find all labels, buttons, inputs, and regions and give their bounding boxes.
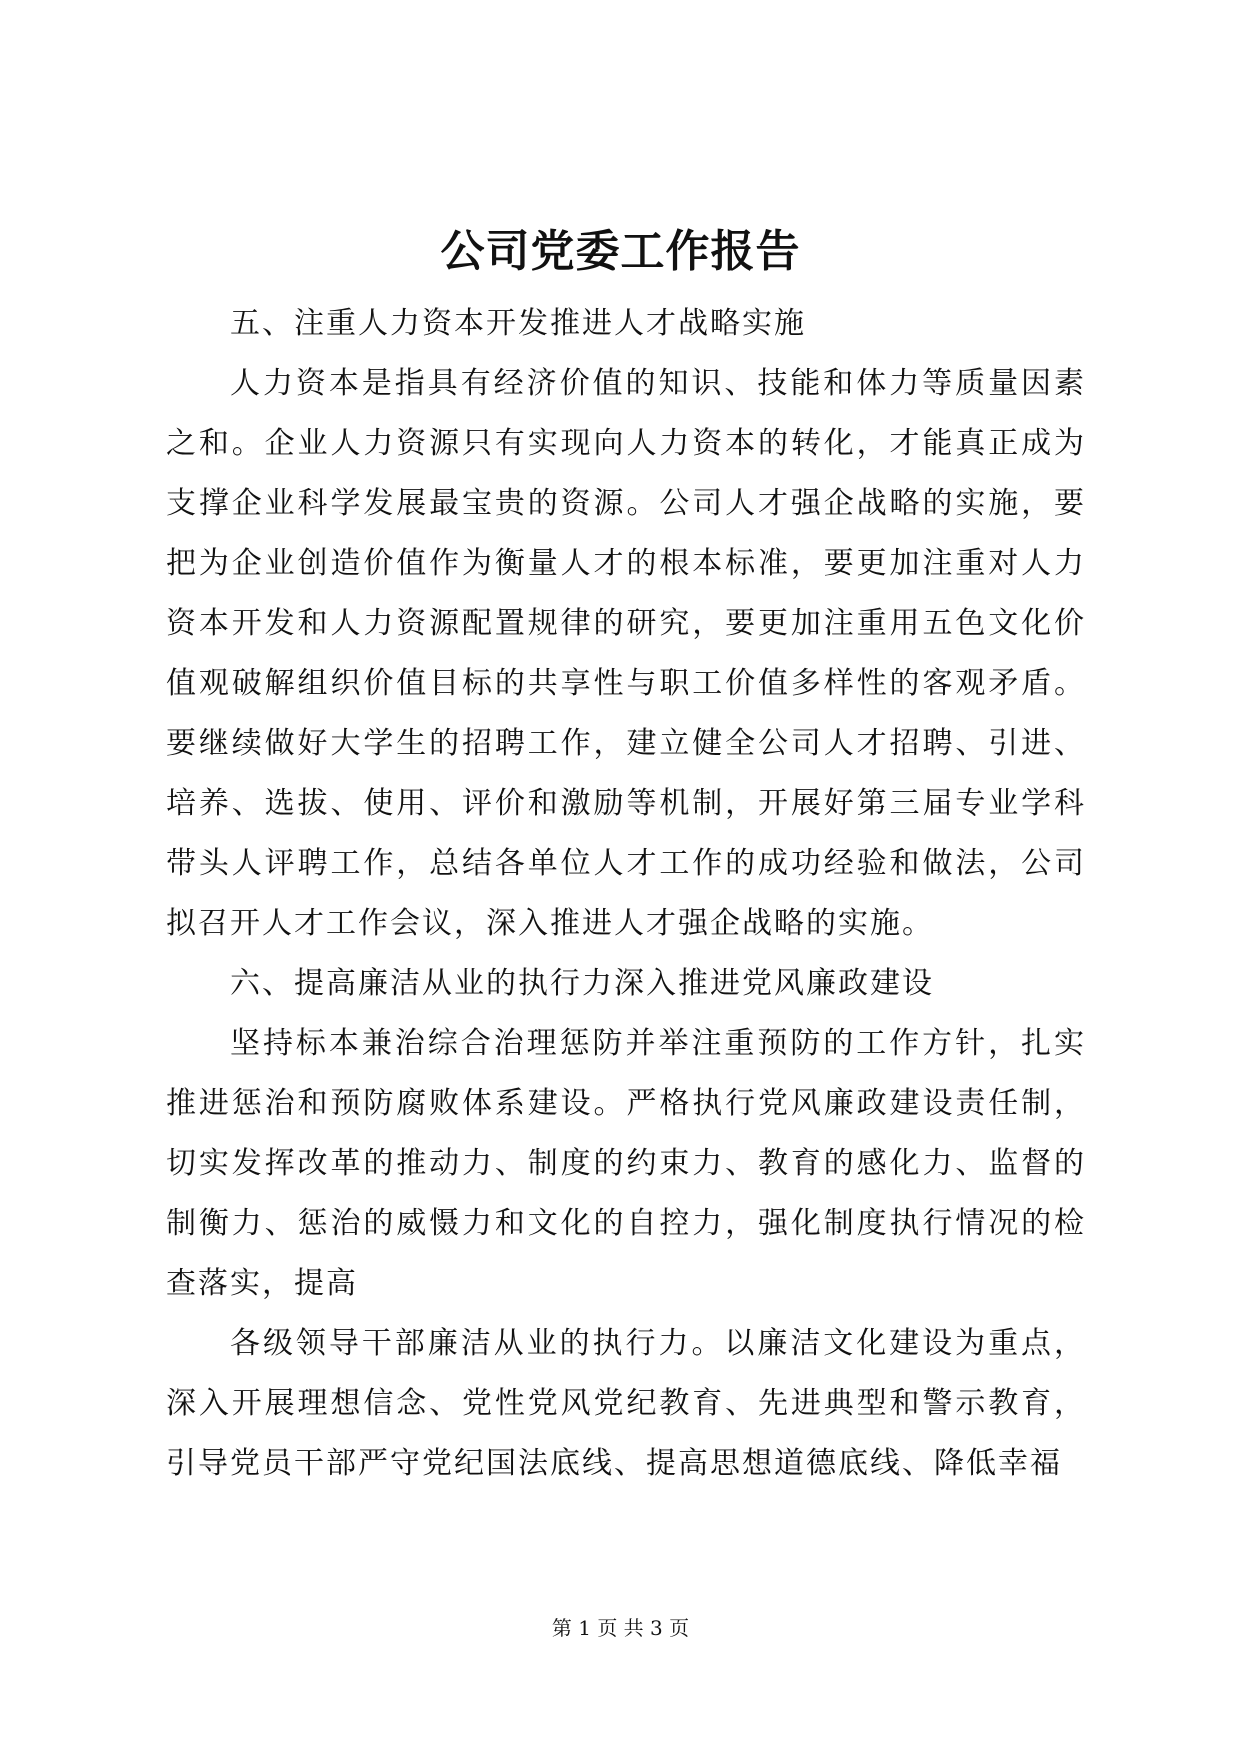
page-footer: 第 1 页 共 3 页 (551, 1616, 690, 1640)
document-title: 公司党委工作报告 (440, 226, 801, 277)
document-body (166, 294, 1086, 1494)
section-5-paragraph-1: 人力资本是指具有经济价值的知识、技能和体力等质量因素之和。企业人力资源只有实现向人力资本的转化，才能真正成为支撑企业科学发展最宝贵的资源。公司人才强企战略的实施，要把为企业创造价值作为衡量人才的根本标准，要更加注重对人力资本开发和人力资源配置规律的研究，要更加注重用五色文化价值观破解组织价值目标的共享性与职工价值多样性的客观矛盾。要继续做好大学生的招聘工作，建立健全公司人才招聘、引进、培养、选拔、使用、评价和激励等机制，开展好第三届专业学科带头人评聘工作，总结各单位人才工作的成功经验和做法，公司拟召开人才工作会议，深入推进人才强企战略的实施。 (166, 366, 1086, 941)
section-heading-5: 五、注重人力资本开发推进人才战略实施 (230, 306, 806, 341)
section-heading-6: 六、提高廉洁从业的执行力深入推进党风廉政建设 (230, 966, 934, 1001)
section-6-paragraph-1: 坚持标本兼治综合治理惩防并举注重预防的工作方针，扎实推进惩治和预防腐败体系建设。严格执行党风廉政建设责任制，切实发挥改革的推动力、制度的约束力、教育的感化力、监督的制衡力、惩治的威慑力和文化的自控力，强化制度执行情况的检查落实，提高 (166, 1026, 1086, 1301)
section-6-paragraph-2: 各级领导干部廉洁从业的执行力。以廉洁文化建设为重点，深入开展理想信念、党性党风党纪教育、先进典型和警示教育，引导党员干部严守党纪国法底线、提高思想道德底线、降低幸福 (166, 1326, 1086, 1481)
